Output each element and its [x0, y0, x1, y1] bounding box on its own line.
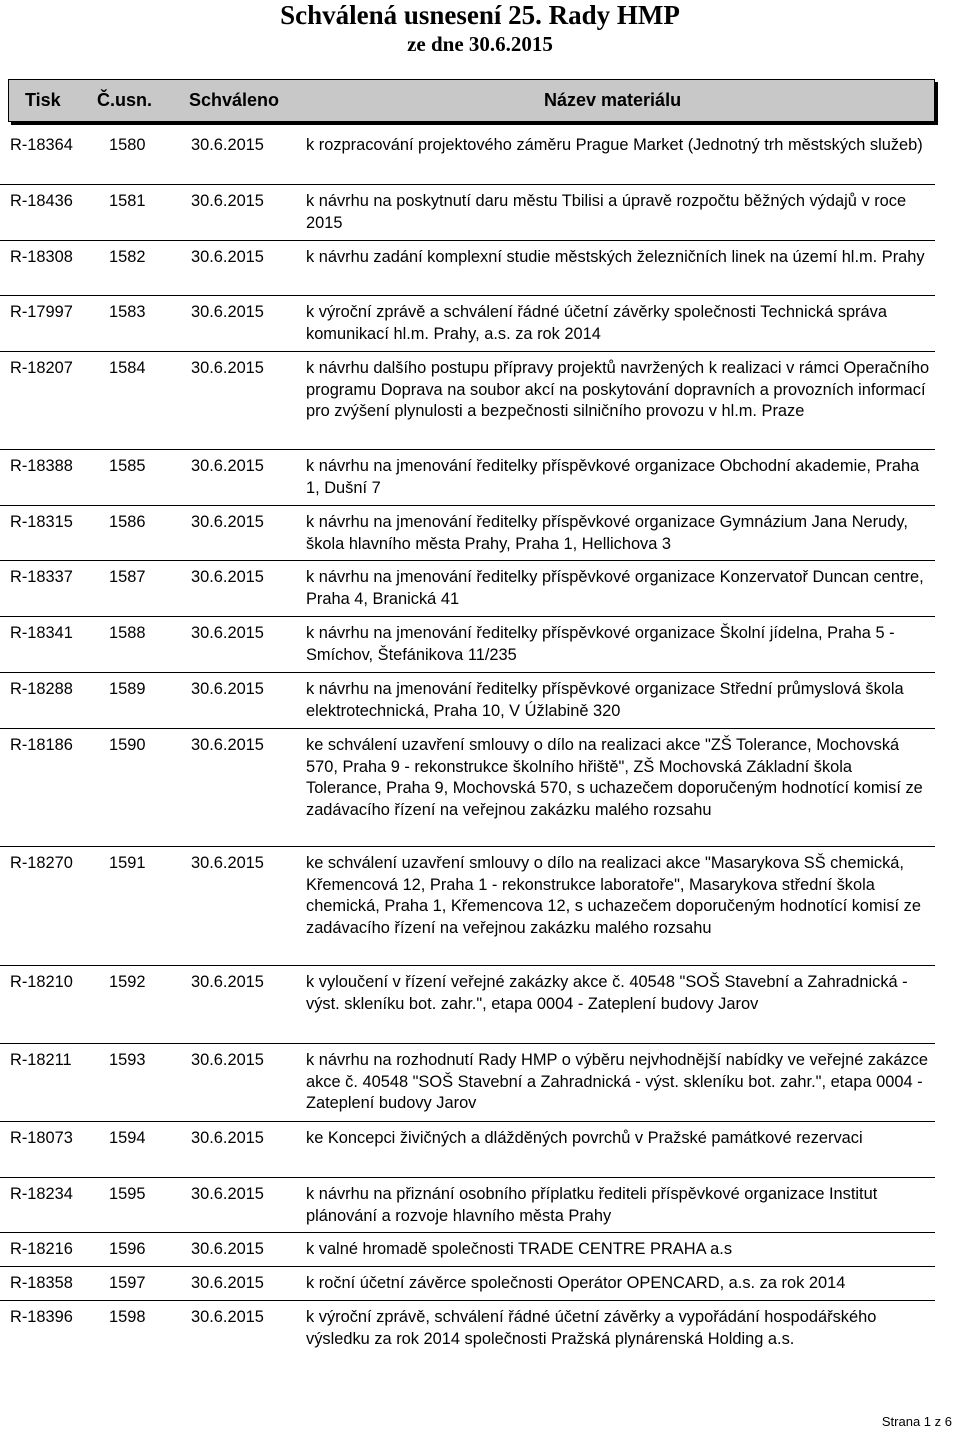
row-divider: [0, 449, 935, 450]
cell-nazev: k vyloučení v řízení veřejné zakázky akce č. 40548 "SOŠ Stavební a Zahradnická - výst. skleníku bot. zahr.", etapa 0004 - Zateplení budovy Jarov: [306, 973, 908, 1013]
row-divider: [0, 351, 935, 352]
cell-schvaleno: 30.6.2015: [191, 136, 264, 154]
row-divider: [0, 728, 935, 729]
cell-schvaleno: 30.6.2015: [191, 1051, 264, 1069]
row-divider: [0, 505, 935, 506]
cell-cusn: 1594: [109, 1129, 146, 1147]
row-divider: [0, 184, 935, 185]
cell-cusn: 1582: [109, 248, 146, 266]
cell-tisk: R-18315: [10, 513, 73, 531]
cell-schvaleno: 30.6.2015: [191, 1308, 264, 1326]
cell-cusn: 1583: [109, 303, 146, 321]
cell-schvaleno: 30.6.2015: [191, 568, 264, 586]
cell-cusn: 1593: [109, 1051, 146, 1069]
page-title: Schválená usnesení 25. Rady HMP: [280, 0, 680, 30]
table-header: [8, 79, 935, 122]
cell-nazev: k návrhu na přiznání osobního příplatku řediteli příspěvkové organizace Institut plánování a rozvoje hlavního města Prahy: [306, 1185, 878, 1225]
cell-nazev: k návrhu zadání komplexní studie městských železničních linek na území hl.m. Prahy: [306, 248, 925, 266]
cell-tisk: R-18207: [10, 359, 73, 377]
cell-cusn: 1580: [109, 136, 146, 154]
column-header-cusn: Č.usn.: [97, 90, 153, 110]
column-header-schvaleno: Schváleno: [189, 90, 280, 110]
cell-schvaleno: 30.6.2015: [191, 248, 264, 266]
cell-tisk: R-18234: [10, 1185, 73, 1203]
cell-tisk: R-18341: [10, 624, 73, 642]
row-divider: [0, 560, 935, 561]
cell-nazev: k rozpracování projektového záměru Prague Market (Jednotný trh městských služeb): [306, 136, 923, 154]
cell-cusn: 1597: [109, 1274, 146, 1292]
cell-cusn: 1589: [109, 680, 146, 698]
cell-schvaleno: 30.6.2015: [191, 1240, 264, 1258]
cell-cusn: 1585: [109, 457, 146, 475]
cell-nazev: k návrhu na jmenování ředitelky příspěvkové organizace Gymnázium Jana Nerudy, škola hlavního města Prahy, Praha 1, Hellichova 3: [306, 513, 908, 553]
cell-tisk: R-18288: [10, 680, 73, 698]
cell-nazev: k návrhu na jmenování ředitelky příspěvkové organizace Školní jídelna, Praha 5 - Smíchov, Štefánikova 11/235: [306, 624, 895, 664]
column-header-nazev: Název materiálu: [544, 90, 682, 110]
column-header-tisk: Tisk: [25, 90, 61, 110]
cell-nazev: k návrhu dalšího postupu přípravy projektů navržených k realizaci v rámci Operačního programu Doprava na soubor akcí na poskytování dopravních a provozních informací pro zvýšení plynulosti a bezpečnosti silničního provozu v hl.m. Praze: [306, 359, 930, 420]
cell-tisk: R-18364: [10, 136, 73, 154]
cell-cusn: 1588: [109, 624, 146, 642]
cell-cusn: 1581: [109, 192, 146, 210]
cell-nazev: k návrhu na poskytnutí daru městu Tbilisi a úpravě rozpočtu běžných výdajů v roce 2015: [306, 192, 907, 232]
cell-schvaleno: 30.6.2015: [191, 1129, 264, 1147]
cell-schvaleno: 30.6.2015: [191, 359, 264, 377]
cell-nazev: k návrhu na jmenování ředitelky příspěvkové organizace Konzervatoř Duncan centre, Praha 4, Branická 41: [306, 568, 924, 608]
cell-schvaleno: 30.6.2015: [191, 457, 264, 475]
cell-tisk: R-18388: [10, 457, 73, 475]
row-divider: [0, 1232, 935, 1233]
document-title: [0, 0, 960, 56]
cell-schvaleno: 30.6.2015: [191, 1185, 264, 1203]
cell-tisk: R-18210: [10, 973, 73, 991]
cell-tisk: R-18073: [10, 1129, 73, 1147]
row-divider: [0, 672, 935, 673]
cell-tisk: R-18436: [10, 192, 73, 210]
cell-nazev: k návrhu na jmenování ředitelky příspěvkové organizace Obchodní akademie, Praha 1, Dušní 7: [306, 457, 920, 497]
cell-cusn: 1584: [109, 359, 146, 377]
cell-cusn: 1596: [109, 1240, 146, 1258]
row-divider: [0, 1177, 935, 1178]
cell-schvaleno: 30.6.2015: [191, 1274, 264, 1292]
cell-tisk: R-18211: [10, 1051, 72, 1069]
cell-tisk: R-18396: [10, 1308, 73, 1326]
row-divider: [0, 846, 935, 847]
cell-nazev: k roční účetní závěrce společnosti Operátor OPENCARD, a.s. za rok 2014: [306, 1274, 846, 1292]
cell-nazev: k výroční zprávě a schválení řádné účetní závěrky společnosti Technická správa komunikací hl.m. Prahy, a.s. za rok 2014: [306, 303, 887, 343]
cell-cusn: 1598: [109, 1308, 146, 1326]
cell-nazev: ke schválení uzavření smlouvy o dílo na realizaci akce "Masarykova SŠ chemická, Křemencová 12, Praha 1 - rekonstrukce laboratoře", Masarykova střední škola chemická, Praha 1, Křemencova 12, s uchazečem doporučeným hodnotící komisí ze zadávacího řízení na veřejnou zakázku malého rozsahu: [306, 854, 921, 937]
row-divider: [0, 1121, 935, 1122]
row-divider: [0, 295, 935, 296]
cell-schvaleno: 30.6.2015: [191, 192, 264, 210]
cell-nazev: k návrhu na jmenování ředitelky příspěvkové organizace Střední průmyslová škola elektrotechnická, Praha 10, V Úžlabině 320: [306, 680, 904, 720]
cell-tisk: R-18186: [10, 736, 73, 754]
row-divider: [0, 1300, 935, 1301]
cell-schvaleno: 30.6.2015: [191, 303, 264, 321]
cell-schvaleno: 30.6.2015: [191, 624, 264, 642]
row-divider: [0, 616, 935, 617]
cell-tisk: R-18216: [10, 1240, 73, 1258]
cell-tisk: R-18358: [10, 1274, 73, 1292]
cell-cusn: 1591: [109, 854, 146, 872]
cell-schvaleno: 30.6.2015: [191, 854, 264, 872]
cell-nazev: k výroční zprávě, schválení řádné účetní závěrky a vypořádání hospodářského výsledku za rok 2014 společnosti Pražská plynárenská Holding a.s.: [306, 1308, 877, 1348]
row-divider: [0, 240, 935, 241]
cell-tisk: R-18308: [10, 248, 73, 266]
cell-nazev: k návrhu na rozhodnutí Rady HMP o výběru nejvhodnější nabídky ve veřejné zakázce akce č. 40548 "SOŠ Stavební a Zahradnická - výst. skleníku bot. zahr.", etapa 0004 - Zateplení budovy Jarov: [306, 1051, 928, 1112]
cell-tisk: R-17997: [10, 303, 73, 321]
page-subtitle: ze dne 30.6.2015: [407, 32, 553, 56]
row-divider: [0, 965, 935, 966]
cell-schvaleno: 30.6.2015: [191, 736, 264, 754]
cell-cusn: 1586: [109, 513, 146, 531]
cell-cusn: 1592: [109, 973, 146, 991]
cell-nazev: ke schválení uzavření smlouvy o dílo na realizaci akce "ZŠ Tolerance, Mochovská 570, Praha 9 - rekonstrukce školního hřiště", ZŠ Mochovská Základní škola Tolerance, Praha 9, Mochovská 570, s uchazečem doporučeným hodnotící komisí ze zadávacího řízení na veřejnou zakázku malého rozsahu: [306, 736, 923, 819]
page-number: Strana 1 z 6: [881, 1414, 952, 1429]
cell-cusn: 1590: [109, 736, 146, 754]
row-divider: [0, 1043, 935, 1044]
cell-schvaleno: 30.6.2015: [191, 513, 264, 531]
row-divider: [0, 1266, 935, 1267]
cell-cusn: 1587: [109, 568, 146, 586]
cell-tisk: R-18270: [10, 854, 73, 872]
cell-cusn: 1595: [109, 1185, 146, 1203]
cell-nazev: k valné hromadě společnosti TRADE CENTRE PRAHA a.s: [306, 1240, 733, 1258]
cell-tisk: R-18337: [10, 568, 73, 586]
cell-nazev: ke Koncepci živičných a dlážděných povrchů v Pražské památkové rezervaci: [306, 1129, 863, 1147]
cell-schvaleno: 30.6.2015: [191, 973, 264, 991]
cell-schvaleno: 30.6.2015: [191, 680, 264, 698]
